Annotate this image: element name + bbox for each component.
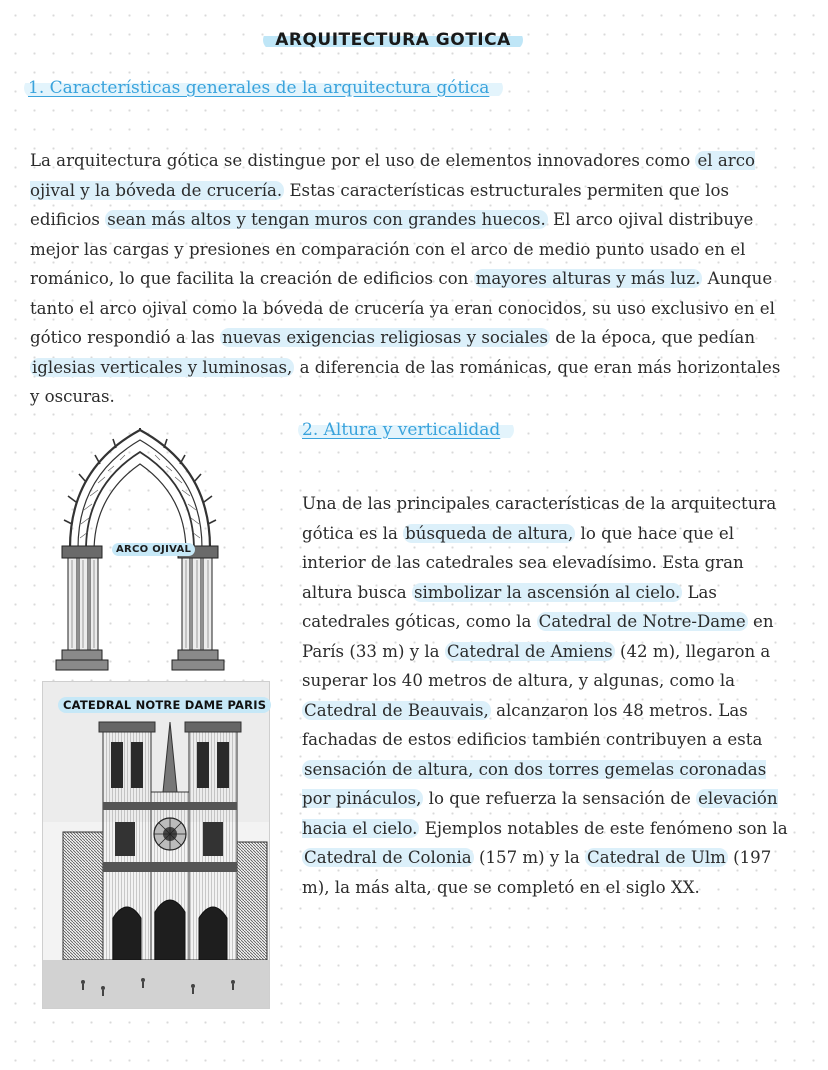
arch-label: ARCO OJIVAL	[112, 543, 195, 556]
notre-dame-label: CATEDRAL NOTRE DAME PARIS	[58, 697, 271, 713]
text-segment: La arquitectura gótica se distingue por el uso de elementos innovadores como	[30, 151, 696, 170]
text-segment: lo que refuerza la sensación de	[423, 789, 697, 808]
text-segment: (42 m), llegaron a superar los 40 metros de altura, y algunas, como la	[302, 641, 771, 690]
section-2-heading	[298, 420, 514, 440]
section-2-heading-text: 2. Altura y verticalidad	[298, 420, 514, 440]
text-segment: (157 m) y la	[473, 848, 586, 867]
highlighted-phrase: Catedral de Colonia	[304, 848, 472, 867]
text-segment: El arco ojival distribuye mejor las cargas y presiones en comparación con el arco de medio punto usado en el románico, lo que facilita la creación de edificios con	[30, 210, 754, 288]
text-segment: lo que hace que el interior de las catedrales sea elevadísimo. Esta gran altura busca	[302, 523, 744, 602]
text-segment: de la época, que pedían	[550, 328, 756, 347]
highlighted-phrase: Catedral de Beauvais,	[304, 700, 489, 720]
text-segment: Ejemplos notables de este fenómeno son la	[419, 818, 788, 838]
section-1-heading	[24, 78, 503, 98]
notre-dame-illustration	[42, 681, 270, 1009]
section-1-paragraph	[30, 146, 790, 412]
highlighted-phrase: Catedral de Ulm	[587, 848, 726, 867]
text-segment: Una de las principales características de la arquitectura gótica es la	[302, 494, 777, 543]
text-segment: Estas características estructurales permiten que los edificios	[30, 180, 730, 229]
page-title-wrap	[0, 30, 786, 50]
highlighted-phrase: simbolizar la ascensión al cielo.	[413, 582, 681, 602]
highlighted-phrase: nuevas exigencias religiosas y sociales	[222, 328, 549, 347]
highlighted-phrase: Catedral de Notre-Dame	[538, 612, 746, 631]
page-title: ARQUITECTURA GOTICA	[263, 30, 523, 50]
section-2-paragraph	[302, 489, 790, 902]
highlighted-phrase: sean más altos y tengan muros con grandes huecos.	[107, 210, 546, 229]
highlighted-phrase: mayores alturas y más luz.	[475, 269, 701, 288]
text-segment: alcanzaron los 48 metros. Las fachadas de estos edificios también contribuyen a esta	[302, 700, 763, 749]
highlighted-phrase: sensación de altura, con dos torres gemelas coronadas por pináculos,	[302, 759, 767, 808]
highlighted-phrase: búsqueda de altura,	[405, 523, 574, 543]
text-segment: Las catedrales góticas, como la	[302, 582, 717, 631]
text-segment: a diferencia de las románicas, que eran más horizontales y oscuras.	[30, 357, 781, 406]
text-segment: en París (33 m) y la	[302, 612, 774, 661]
text-segment: (197 m), la más alta, que se completó en el siglo XX.	[302, 848, 772, 897]
notre-dame-drawing	[43, 682, 269, 1008]
highlighted-phrase: Catedral de Amiens	[446, 641, 613, 661]
section-1-heading-text: 1. Características generales de la arquitectura gótica	[24, 78, 503, 98]
highlighted-phrase: elevación hacia el cielo.	[302, 789, 778, 838]
text-segment: Aunque tanto el arco ojival como la bóveda de crucería ya eran conocidos, su uso exclusivo en el gótico respondió a las	[30, 269, 775, 347]
highlighted-phrase: iglesias verticales y luminosas,	[32, 357, 293, 377]
highlighted-phrase: el arco ojival y la bóveda de crucería.	[30, 151, 755, 200]
